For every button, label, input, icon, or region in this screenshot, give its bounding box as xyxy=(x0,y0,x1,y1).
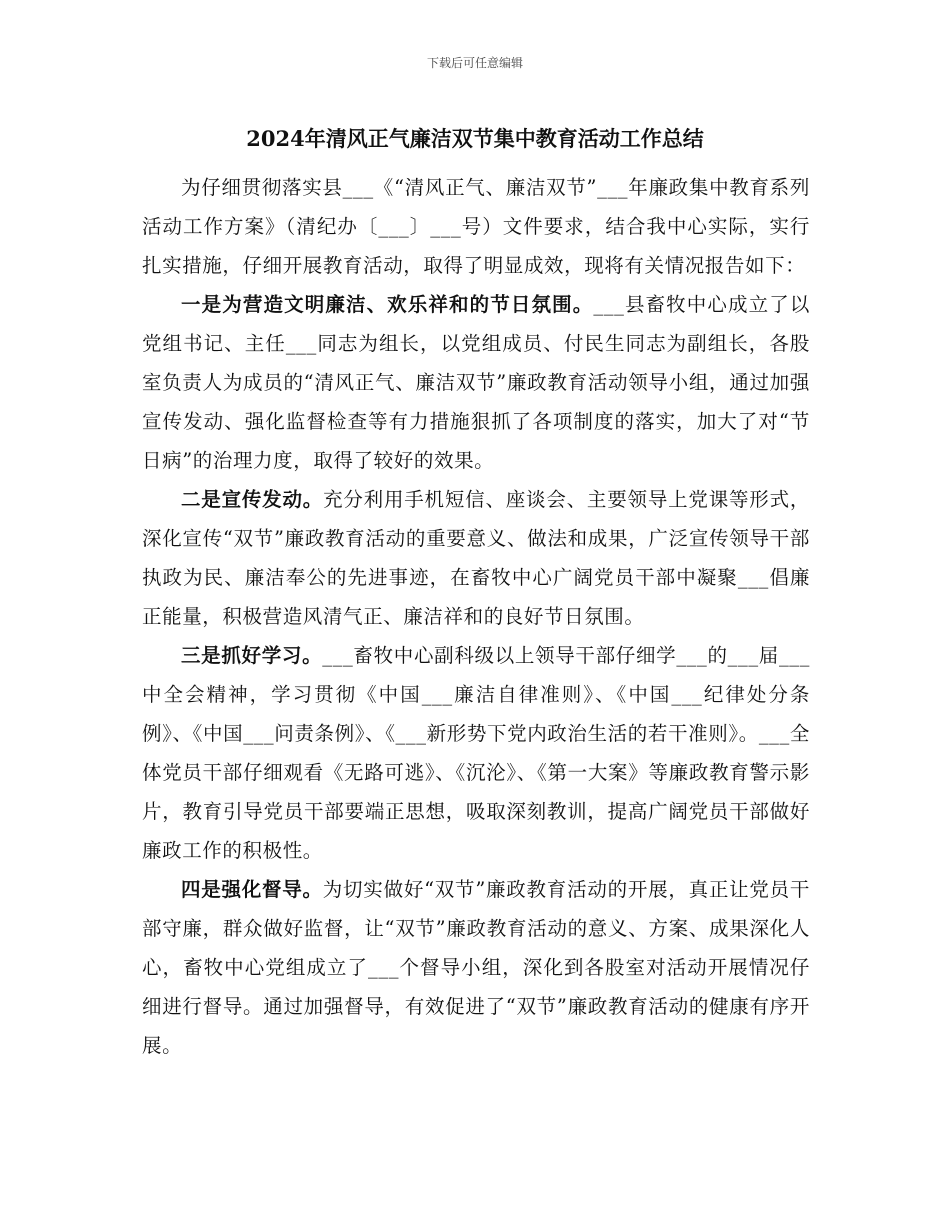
document-title: 2024年清风正气廉洁双节集中教育活动工作总结 xyxy=(246,126,704,151)
paragraph-text: 为切实做好“双节”廉政教育活动的开展，真正让党员干部守廉，群众做好监督，让“双节”廉政教育活动的意义、方案、成果深化人心，畜牧中心党组成立了___个督导小组，深化到各股室对活动开展情况仔细进行督导。通过加强督导，有效促进了“双节”廉政教育活动的健康有序开展。 xyxy=(142,878,810,1057)
header-note: 下载后可任意编辑 xyxy=(426,56,523,70)
paragraph-text: ___畜牧中心副科级以上领导干部仔细学___的___届___中全会精神，学习贯彻《中国___廉洁自律准则》、《中国___纪律处分条例》、《中国___问责条例》、《___新形势下党内政治生活的若干准则》。___全体党员干部仔细观看《无路可逃》、《沉沦》、《第一大案》等廉政教育警示影片，教育引导党员干部要端正思想，吸取深刻教训，提高广阔党员干部做好廉政工作的积极性。 xyxy=(142,644,811,862)
paragraph-text: 为仔细贯彻落实县___《“清风正气、廉洁双节”___年廉政集中教育系列活动工作方案》（清纪办〔___〕___号）文件要求，结合我中心实际，实行扎实措施，仔细开展教育活动，取得了明显成效，现将有关情况报告如下： xyxy=(142,176,810,277)
paragraph-lead: 一是为营造文明廉洁、欢乐祥和的节日氛围。 xyxy=(181,293,594,316)
paragraph-1 xyxy=(142,285,810,480)
paragraph-text: ___县畜牧中心成立了以党组书记、主任___同志为组长，以党组成员、付民生同志为副组长，各股室负责人为成员的“清风正气、廉洁双节”廉政教育活动领导小组，通过加强宣传发动、强化监督检查等有力措施狠抓了各项制度的落实，加大了对“节日病”的治理力度，取得了较好的效果。 xyxy=(142,293,810,472)
paragraph-intro xyxy=(142,168,810,285)
paragraph-4 xyxy=(142,870,810,1065)
document-body xyxy=(142,168,810,1065)
paragraph-text: 充分利用手机短信、座谈会、主要领导上党课等形式，深化宣传“双节”廉政教育活动的重要意义、做法和成果，广泛宣传领导干部执政为民、廉洁奉公的先进事迹，在畜牧中心广阔党员干部中凝聚___倡廉正能量，积极营造风清气正、廉洁祥和的良好节日氛围。 xyxy=(142,488,810,628)
paragraph-lead: 四是强化督导。 xyxy=(181,878,323,901)
paragraph-lead: 二是宣传发动。 xyxy=(181,488,324,511)
paragraph-3 xyxy=(142,636,810,870)
paragraph-lead: 三是抓好学习。 xyxy=(181,644,323,667)
paragraph-2 xyxy=(142,480,810,636)
